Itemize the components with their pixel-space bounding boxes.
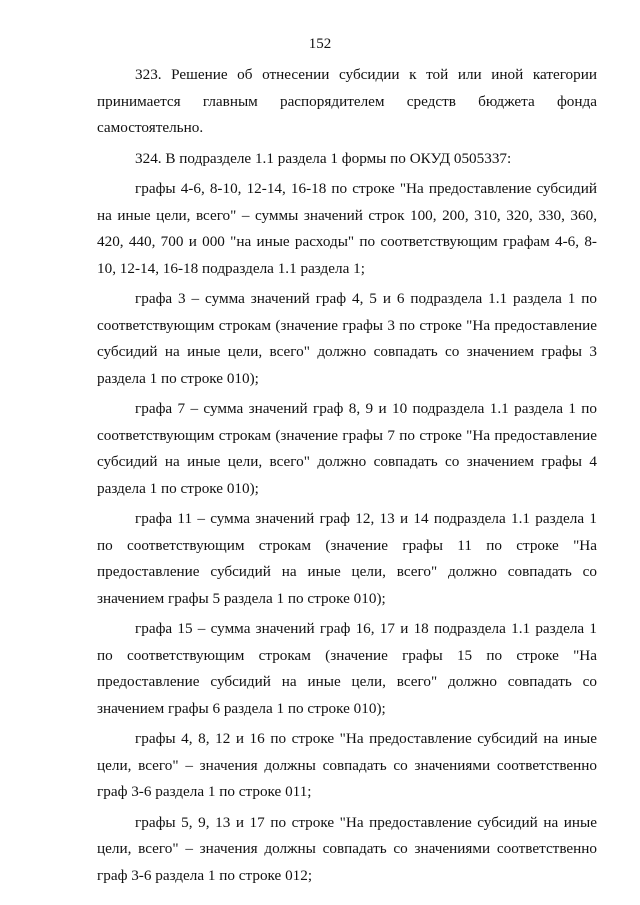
paragraph-graph-7: графа 7 – сумма значений граф 8, 9 и 10 подраздела 1.1 раздела 1 по соответствующим строкам (значение графы 7 по строке "На предоставление субсидий на иные цели, всего" должно совпадать со значением графы 4 раздела 1 по строке 010); [97,400,597,497]
paragraph-graphs-4-18-total: графы 4-6, 8-10, 12-14, 16-18 по строке "На предоставление субсидий на иные цели, всего" – суммы значений строк 100, 200, 310, 320, 330, 360, 420, 440, 700 и 000 "на иные расходы" по соответствующим графам 4-6, 8-10, 12-14, 16-18 подраздела 1.1 раздела 1; [97,180,597,277]
document-body [97,62,597,893]
paragraph-graph-15: графа 15 – сумма значений граф 16, 17 и 18 подраздела 1.1 раздела 1 по соответствующим строкам (значение графы 15 по строке "На предоставление субсидий на иные цели, всего" должно совпадать со значением графы 6 раздела 1 по строке 010); [97,620,597,717]
page-number: 152 [308,36,332,52]
paragraph-324: 324. В подразделе 1.1 раздела 1 формы по ОКУД 0505337: [135,149,512,167]
paragraph-graph-11: графа 11 – сумма значений граф 12, 13 и 14 подраздела 1.1 раздела 1 по соответствующим строкам (значение графы 11 по строке "На предоставление субсидий на иные цели, всего" должно совпадать со значением графы 5 раздела 1 по строке 010); [97,510,597,607]
paragraph-graphs-5-9-13-17: графы 5, 9, 13 и 17 по строке "На предоставление субсидий на иные цели, всего" – значения должны совпадать со значениями соответственно граф 3-6 раздела 1 по строке 012; [97,813,597,884]
paragraph-graphs-4-8-12-16: графы 4, 8, 12 и 16 по строке "На предоставление субсидий на иные цели, всего" – значения должны совпадать со значениями соответственно граф 3-6 раздела 1 по строке 011; [97,730,597,800]
paragraph-323: 323. Решение об отнесении субсидии к той или иной категории принимается главным распорядителем средств бюджета фонда самостоятельно. [97,66,597,136]
paragraph-graph-3: графа 3 – сумма значений граф 4, 5 и 6 подраздела 1.1 раздела 1 по соответствующим строкам (значение графы 3 по строке "На предоставление субсидий на иные цели, всего" должно совпадать со значением графы 3 раздела 1 по строке 010); [97,290,597,387]
